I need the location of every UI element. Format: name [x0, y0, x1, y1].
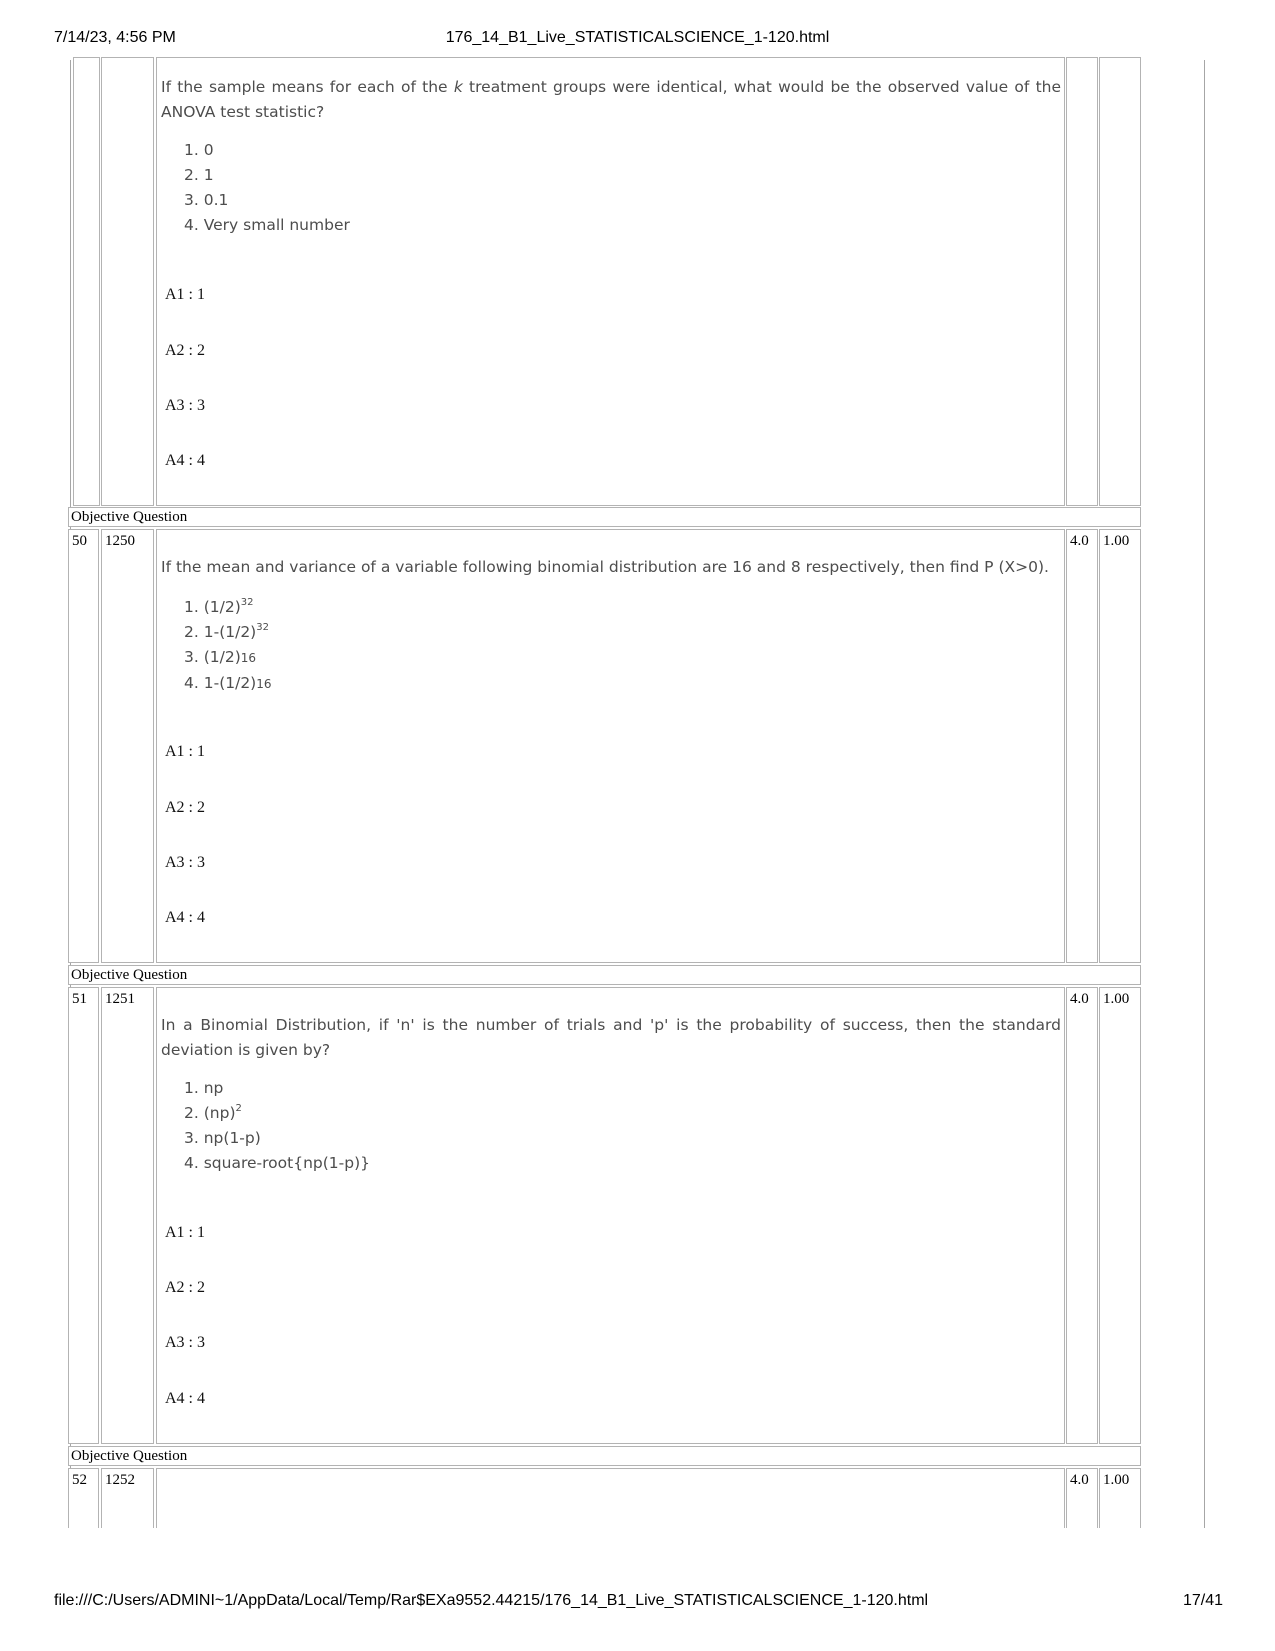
- option-item: 4. 1-(1/2)16: [184, 674, 272, 692]
- sno-cell: [73, 57, 100, 506]
- qid-cell: [101, 529, 154, 963]
- question-cell: [156, 529, 1065, 963]
- option-item: 2. $1-(1/2)^{32}$: [184, 622, 269, 641]
- qid-cell: [101, 57, 154, 506]
- option-item: 2. 1: [184, 166, 214, 184]
- print-footer: [0, 1592, 1275, 1616]
- answer-key-3: A3 : 3: [165, 397, 205, 414]
- print-page-indicator: 17/41: [1182, 1592, 1223, 1609]
- option-item: 1. 0: [184, 141, 214, 159]
- marks-value: 4.0: [1070, 1472, 1089, 1488]
- sno-cell: [68, 529, 99, 963]
- option-item: 1. np: [184, 1079, 224, 1097]
- question-id: 1250: [105, 533, 135, 549]
- question-cell: [156, 57, 1065, 506]
- option-item: 3. 0.1: [184, 191, 229, 209]
- marks-value: 4.0: [1070, 533, 1089, 549]
- question-id: 1252: [105, 1472, 135, 1488]
- question-id: 1251: [105, 991, 135, 1007]
- question-type-label: Objective Question: [68, 507, 1141, 527]
- negative-marks-cell: [1099, 1468, 1141, 1528]
- option-item: 3. np(1-p): [184, 1129, 261, 1147]
- marks-value: 4.0: [1070, 991, 1089, 1007]
- answer-key-2: A2 : 2: [165, 342, 205, 359]
- qid-cell: [101, 1468, 154, 1528]
- print-file-path: file:///C:/Users/ADMINI~1/AppData/Local/Temp/Rar$EXa9552.44215/176_14_B1_Live_STATISTICALSCIENCE_1-120.html: [54, 1592, 929, 1609]
- answer-key-4: A4 : 4: [165, 909, 205, 926]
- negative-marks-cell: [1099, 57, 1141, 506]
- negative-marks-value: 1.00: [1103, 1472, 1130, 1488]
- sno-cell: [68, 1468, 99, 1528]
- option-item: 1. $(1/2)^{32}$: [184, 597, 254, 616]
- answer-key-1: A1 : 1: [165, 286, 205, 303]
- negative-marks-cell: [1099, 529, 1141, 963]
- question-serial: 51: [72, 991, 87, 1007]
- marks-cell: [1066, 1468, 1098, 1528]
- marks-cell: [1066, 57, 1098, 506]
- page-bottom-margin: [0, 1528, 1275, 1651]
- option-item: 2. (np)$^2$: [184, 1103, 242, 1122]
- option-item: 4. square-root{np(1-p)}: [184, 1154, 370, 1172]
- answer-key-3: A3 : 3: [165, 854, 205, 871]
- negative-marks-value: 1.00: [1103, 533, 1130, 549]
- question-text: If the sample means for each of the k treatment groups were identical, what would be the observed value of the ANOVA test statistic?: [161, 78, 1062, 121]
- negative-marks-cell: [1099, 987, 1141, 1444]
- options-list: [184, 595, 272, 697]
- sno-cell: [68, 987, 99, 1444]
- qid-cell: [101, 987, 154, 1444]
- question-cell: [156, 987, 1065, 1444]
- answer-key-3: A3 : 3: [165, 1334, 205, 1351]
- option-item: 3. (1/2)16: [184, 648, 257, 666]
- answer-key-1: A1 : 1: [165, 1224, 205, 1241]
- answer-key-1: A1 : 1: [165, 743, 205, 760]
- question-type-label: Objective Question: [68, 965, 1141, 985]
- question-text: In a Binomial Distribution, if 'n' is the number of trials and 'p' is the probability of success, then the standard deviation is given by?: [161, 1016, 1061, 1059]
- marks-cell: [1066, 987, 1098, 1444]
- question-cell: [156, 1468, 1065, 1528]
- options-list: [184, 1076, 370, 1176]
- option-item: 4. Very small number: [184, 216, 350, 234]
- answer-key-2: A2 : 2: [165, 1279, 205, 1296]
- question-text: If the mean and variance of a variable following binomial distribution are 16 and 8 respectively, then find P (X>0).: [161, 558, 1049, 576]
- print-header: [0, 29, 1275, 53]
- options-list: [184, 138, 350, 238]
- answer-key-4: A4 : 4: [165, 452, 205, 469]
- negative-marks-value: 1.00: [1103, 991, 1130, 1007]
- answer-key-4: A4 : 4: [165, 1390, 205, 1407]
- question-type-label: Objective Question: [68, 1446, 1141, 1466]
- marks-cell: [1066, 529, 1098, 963]
- question-serial: 52: [72, 1472, 87, 1488]
- question-serial: 50: [72, 533, 87, 549]
- print-datetime: 7/14/23, 4:56 PM: [54, 29, 176, 46]
- print-doc-title: 176_14_B1_Live_STATISTICALSCIENCE_1-120.html: [445, 29, 830, 46]
- answer-key-2: A2 : 2: [165, 799, 205, 816]
